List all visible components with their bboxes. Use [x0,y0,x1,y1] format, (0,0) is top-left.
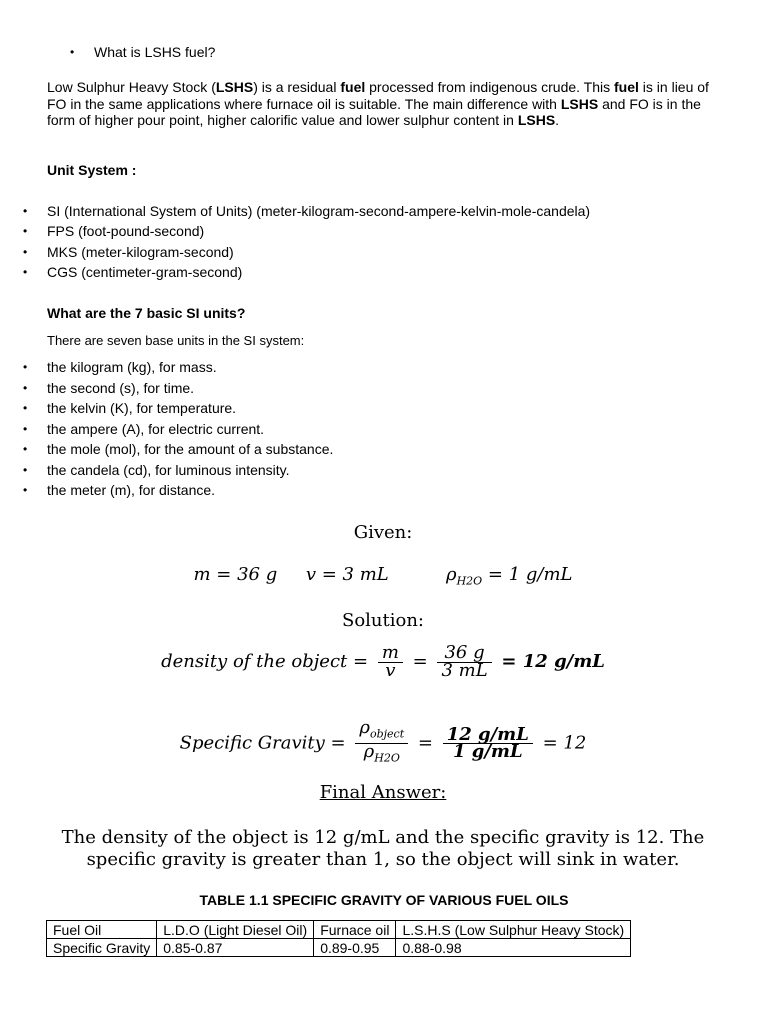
lshs-paragraph: Low Sulphur Heavy Stock (LSHS) is a residual fuel processed from indigenous crude. This fuel is in lieu of FO in the same applications where furnace oil is suitable. The main difference with LSHS and FO is in the form of higher pour point, higher calorific value and lower sulphur content in LSHS. [47,79,709,128]
si-units-intro: There are seven base units in the SI system: [47,333,305,348]
table-cell: L.S.H.S (Low Sulphur Heavy Stock) [396,921,631,939]
table-cell: 0.85-0.87 [157,939,314,957]
specific-gravity-table [46,920,631,957]
list-item: • the kilogram (kg), for mass. [47,359,333,380]
given-heading: Given: [353,522,413,543]
si-units-list [47,359,333,503]
question-bullet: • What is LSHS fuel? [94,44,215,61]
table-row [47,921,631,939]
specific-gravity-equation: Specific Gravity = $\frac{\rho_{object}}{\rho_{H2O}}$ = $\frac{12 g/mL}{1 g/mL}$ = 12 [179,717,587,765]
given-values: m = 36 g v = 3 mL $\rho_{H2O} = 1$ g/mL [193,564,573,588]
table-cell: Specific Gravity [47,939,157,957]
list-item: • MKS (meter-kilogram-second) [47,244,590,264]
list-item: • the kelvin (K), for temperature. [47,400,333,421]
si-units-heading: What are the 7 basic SI units? [47,305,246,321]
list-item: • SI (International System of Units) (meter-kilogram-second-ampere-kelvin-mole-candela) [47,203,590,223]
table-cell: 0.88-0.98 [396,939,631,957]
table-title: TABLE 1.1 SPECIFIC GRAVITY OF VARIOUS FUEL OILS [199,892,569,908]
table-cell: 0.89-0.95 [314,939,396,957]
list-item: • FPS (foot-pound-second) [47,223,590,243]
list-item: • the second (s), for time. [47,380,333,401]
list-item: • the candela (cd), for luminous intensity. [47,462,333,483]
final-answer-text: The density of the object is 12 g/mL and the specific gravity is 12. The specific gravity is greater than 1, so the object will sink in water. [61,827,705,870]
list-item: • CGS (centimeter-gram-second) [47,264,590,284]
list-item: • the ampere (A), for electric current. [47,421,333,442]
list-item: • the meter (m), for distance. [47,482,333,503]
solution-heading: Solution: [341,610,424,631]
unit-system-heading: Unit System : [47,162,137,178]
worked-example-image [46,515,720,880]
table-row [47,939,631,957]
table-cell: Furnace oil [314,921,396,939]
unit-system-list [47,203,590,284]
final-answer-heading: Final Answer: [319,782,447,803]
density-equation: density of the object = $\frac{m}{v}$ = $\frac{36 g}{3 mL}$ = 12 g/mL [161,642,605,681]
table-cell: L.D.O (Light Diesel Oil) [157,921,314,939]
table-cell: Fuel Oil [47,921,157,939]
list-item: • the mole (mol), for the amount of a substance. [47,441,333,462]
